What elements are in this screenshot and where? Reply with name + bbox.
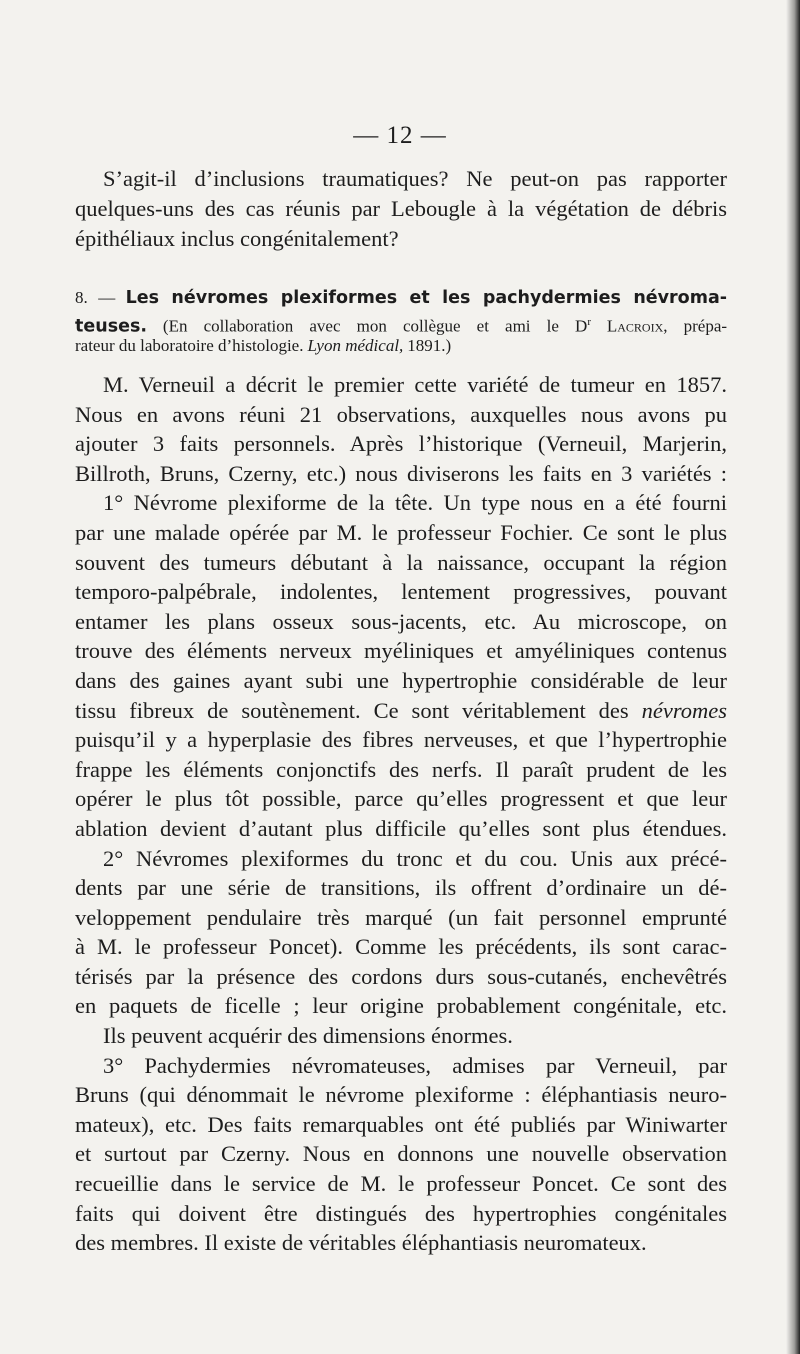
text-segment: tissu fibreux de soutènement. Ce sont véritablement des xyxy=(75,697,629,723)
collaboration-note: (En collaboration avec mon collègue et ami le D xyxy=(162,316,588,336)
text-line: quelques-uns des cas réunis par Lebougle à la végétation de débris xyxy=(75,195,727,221)
text-line: S’agit-il d’inclusions traumatiques? Ne peut-on pas rapporter xyxy=(103,166,727,191)
text-line: dans des gaines ayant subi une hypertrophie considérable de leur xyxy=(75,667,727,693)
text-line-with-italic xyxy=(75,696,727,726)
journal-year: 1891.) xyxy=(407,336,452,355)
text-line: par une malade opérée par M. le professeur Fochier. Ce sont le plus xyxy=(75,519,727,545)
text-line: puisqu’il y a hyperplasie des fibres nerveuses, et que l’hypertrophie xyxy=(75,727,727,753)
section-number: 8. — xyxy=(75,288,116,307)
text-line: Bruns (qui dénommait le névrome plexiforme : éléphantiasis neuro- xyxy=(75,1082,727,1108)
text-line: Billroth, Bruns, Czerny, etc.) nous diviserons les faits en 3 variétés : xyxy=(75,460,727,486)
journal-name: Lyon médical, xyxy=(307,336,404,355)
section-title-line xyxy=(75,310,728,337)
text-line: souvent des tumeurs débutant à la naissance, occupant la région xyxy=(75,549,727,575)
text-line: 3° Pachydermies névromateuses, admises par Verneuil, par xyxy=(103,1052,727,1078)
collaboration-note-2: rateur du laboratoire d’histologie. xyxy=(75,336,304,355)
page-gutter-shadow xyxy=(786,0,800,1354)
text-line: et surtout par Czerny. Nous en donnons une nouvelle observation xyxy=(75,1141,727,1167)
text-line: Nous en avons réuni 21 observations, auxquelles nous avons pu xyxy=(75,401,727,427)
text-line: trouve des éléments nerveux myéliniques et amyéliniques contenus xyxy=(75,638,727,664)
text-line: entamer les plans osseux sous-jacents, etc. Au microscope, on xyxy=(75,608,727,634)
text-line: faits qui doivent être distingués des hypertrophies congénitales xyxy=(75,1200,727,1226)
text-line: M. Verneuil a décrit le premier cette variété de tumeur en 1857. xyxy=(103,372,727,397)
text-line: veloppement pendulaire très marqué (un fait personnel emprunté xyxy=(75,904,727,930)
text-line: térisés par la présence des cordons durs sous-cutanés, enchevêtrés xyxy=(75,963,727,989)
section-heading xyxy=(75,286,727,358)
text-line: à M. le professeur Poncet). Comme les précédents, ils sont carac- xyxy=(75,934,727,960)
collaboration-sup: r xyxy=(587,316,591,328)
section-title-line xyxy=(75,334,727,358)
page-number: — 12 — xyxy=(353,122,447,149)
text-line: ajouter 3 faits personnels. Après l’historique (Verneuil, Marjerin, xyxy=(75,431,727,457)
text-line: mateux), etc. Des faits remarquables ont été publiés par Winiwarter xyxy=(75,1111,727,1137)
text-line: en paquets de ficelle ; leur origine probablement congénitale, etc. xyxy=(75,993,727,1019)
text-line: Ils peuvent acquérir des dimensions énormes. xyxy=(103,1023,513,1049)
text-line: opérer le plus tôt possible, parce qu’elles progressent et que leur xyxy=(75,786,727,812)
section-title-end: teuses. xyxy=(75,316,148,337)
text-line: épithéliaux inclus congénitalement? xyxy=(75,225,399,251)
section-title: Les névromes plexiformes et les pachydermies névroma- xyxy=(125,288,728,308)
text-line: dents par une série de transitions, ils offrent d’ordinaire un dé- xyxy=(75,875,727,901)
text-line: 2° Névromes plexiformes du tronc et du cou. Unis aux précé- xyxy=(103,845,727,871)
section-title-line xyxy=(75,286,727,310)
text-line: recueillie dans le service de M. le professeur Poncet. Ce sont des xyxy=(75,1171,727,1197)
text-line: des membres. Il existe de véritables éléphantiasis neuromateux. xyxy=(75,1230,647,1256)
text-line: 1° Névrome plexiforme de la tête. Un type nous en a été fourni xyxy=(103,490,727,516)
body-text xyxy=(75,370,727,1258)
text-line: temporo-palpébrale, indolentes, lentement progressives, pouvant xyxy=(75,579,727,605)
intro-paragraph xyxy=(75,164,727,253)
collaboration-note-end: , prépa- xyxy=(663,316,728,336)
italic-term: névromes xyxy=(641,697,727,723)
text-line: ablation devient d’autant plus difficile qu’elles sont plus étendues. xyxy=(75,815,727,841)
collaborator-name: Lacroix xyxy=(606,316,664,336)
text-line: frappe les éléments conjonctifs des nerfs. Il paraît prudent de les xyxy=(75,756,727,782)
